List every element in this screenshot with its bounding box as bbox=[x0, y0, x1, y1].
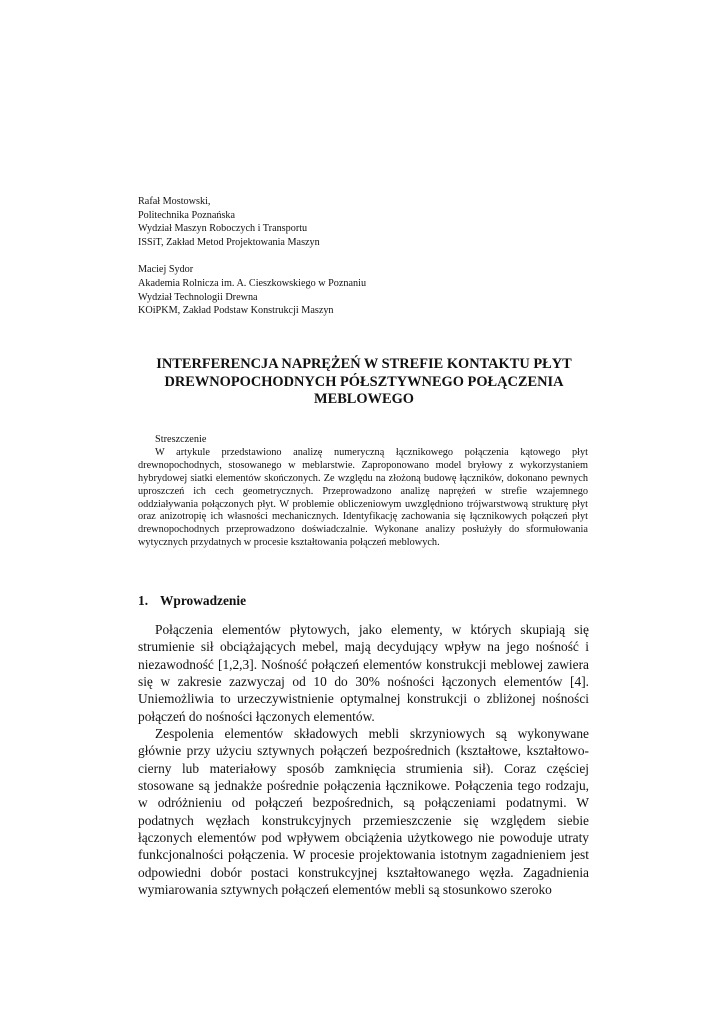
section-title: Wprowadzenie bbox=[160, 593, 247, 608]
paper-title bbox=[138, 356, 590, 409]
author-affiliation-line: Wydział Technologii Drewna bbox=[138, 291, 258, 303]
title-line: INTERFERENCJA NAPRĘŻEŃ W STREFIE KONTAKTU PŁYT bbox=[156, 356, 572, 372]
abstract bbox=[138, 434, 588, 550]
author-affiliation-line: ISSiT, Zakład Metod Projektowania Maszyn bbox=[138, 236, 320, 248]
author-affiliation-line: KOiPKM, Zakład Podstaw Konstrukcji Maszyn bbox=[138, 305, 334, 317]
section-number: 1. bbox=[138, 593, 149, 608]
abstract-text: W artykule przedstawiono analizę numeryczną łącznikowego połączenia kątowego płyt drewnopochodnych, stosowanego w meblarstwie. Zaproponowano model bryłowy z wykorzystaniem hybrydowej siatki elementów skończonych. Ze względu na złożoną budowę łączników, dokonano pewnych uproszczeń ich cech geometrycznych. Przeprowadzono analizę naprężeń w strefie wzajemnego oddziaływania połączonych płyt. W problemie obliczeniowym uwzględniono trójwarstwową strukturę płyt oraz anizotropię ich własności mechanicznych. Identyfikację zachowania się łącznikowych połączeń płyt drewnopochodnych przeprowadzono doświadczalnie. Wykonane analizy posłużyły do sformułowania wytycznych przydatnych w procesie kształtowania połączeń meblowych. bbox=[138, 446, 588, 549]
author-affiliation-line: Wydział Maszyn Roboczych i Transportu bbox=[138, 223, 308, 235]
author-name: Maciej Sydor bbox=[138, 264, 194, 276]
author-name: Rafał Mostowski, bbox=[138, 196, 211, 207]
author-spacer bbox=[138, 249, 598, 263]
author-affiliation-line: Politechnika Poznańska bbox=[138, 209, 236, 221]
author-block bbox=[138, 195, 598, 318]
author-affiliation-line: Akademia Rolnicza im. A. Cieszkowskiego w Poznaniu bbox=[138, 277, 367, 289]
body-text bbox=[138, 621, 589, 899]
title-line: MEBLOWEGO bbox=[314, 391, 414, 408]
title-line: DREWNOPOCHODNYCH PÓŁSZTYWNEGO POŁĄCZENIA bbox=[164, 373, 564, 390]
body-paragraph: Zespolenia elementów składowych mebli skrzyniowych są wykonywane głównie przy użyciu sztywnych połączeń bezpośrednich (kształtowe, kształtowo-cierny lub materiałowy sposób zamknięcia strumienia sił). Coraz częściej stosowane są jednakże pośrednie połączenia łącznikowe. Połączenia tego rodzaju, w odróżnieniu od połączeń bezpośrednich, są połączeniami podatnymi. W podatnych węzłach konstrukcyjnych przemieszczenie się względem siebie łączonych elementów pod wpływem obciążenia użytkowego nie powoduje utraty funkcjonalności połączenia. W procesie projektowania istotnym zagadnieniem jest odpowiedni dobór postaci konstrukcyjnej kształtowanego węzła. Zagadnienia wymiarowania sztywnych połączeń elementów mebli są stosunkowo szeroko bbox=[138, 726, 589, 898]
abstract-heading: Streszczenie bbox=[155, 434, 207, 445]
section-heading bbox=[138, 593, 246, 609]
body-paragraph: Połączenia elementów płytowych, jako elementy, w których skupiają się strumienie sił obciążających mebel, mają decydujący wpływ na jego nośność i niezawodność [1,2,3]. Nośność połączeń elementów konstrukcji meblowej zawiera się w zakresie zazwyczaj od 10 do 30% nośności łączonych elementów [4]. Uniemożliwia to urzeczywistnienie optymalnej konstrukcji o zbliżonej nośności połączeń do nośności łączonych elementów. bbox=[138, 622, 589, 724]
